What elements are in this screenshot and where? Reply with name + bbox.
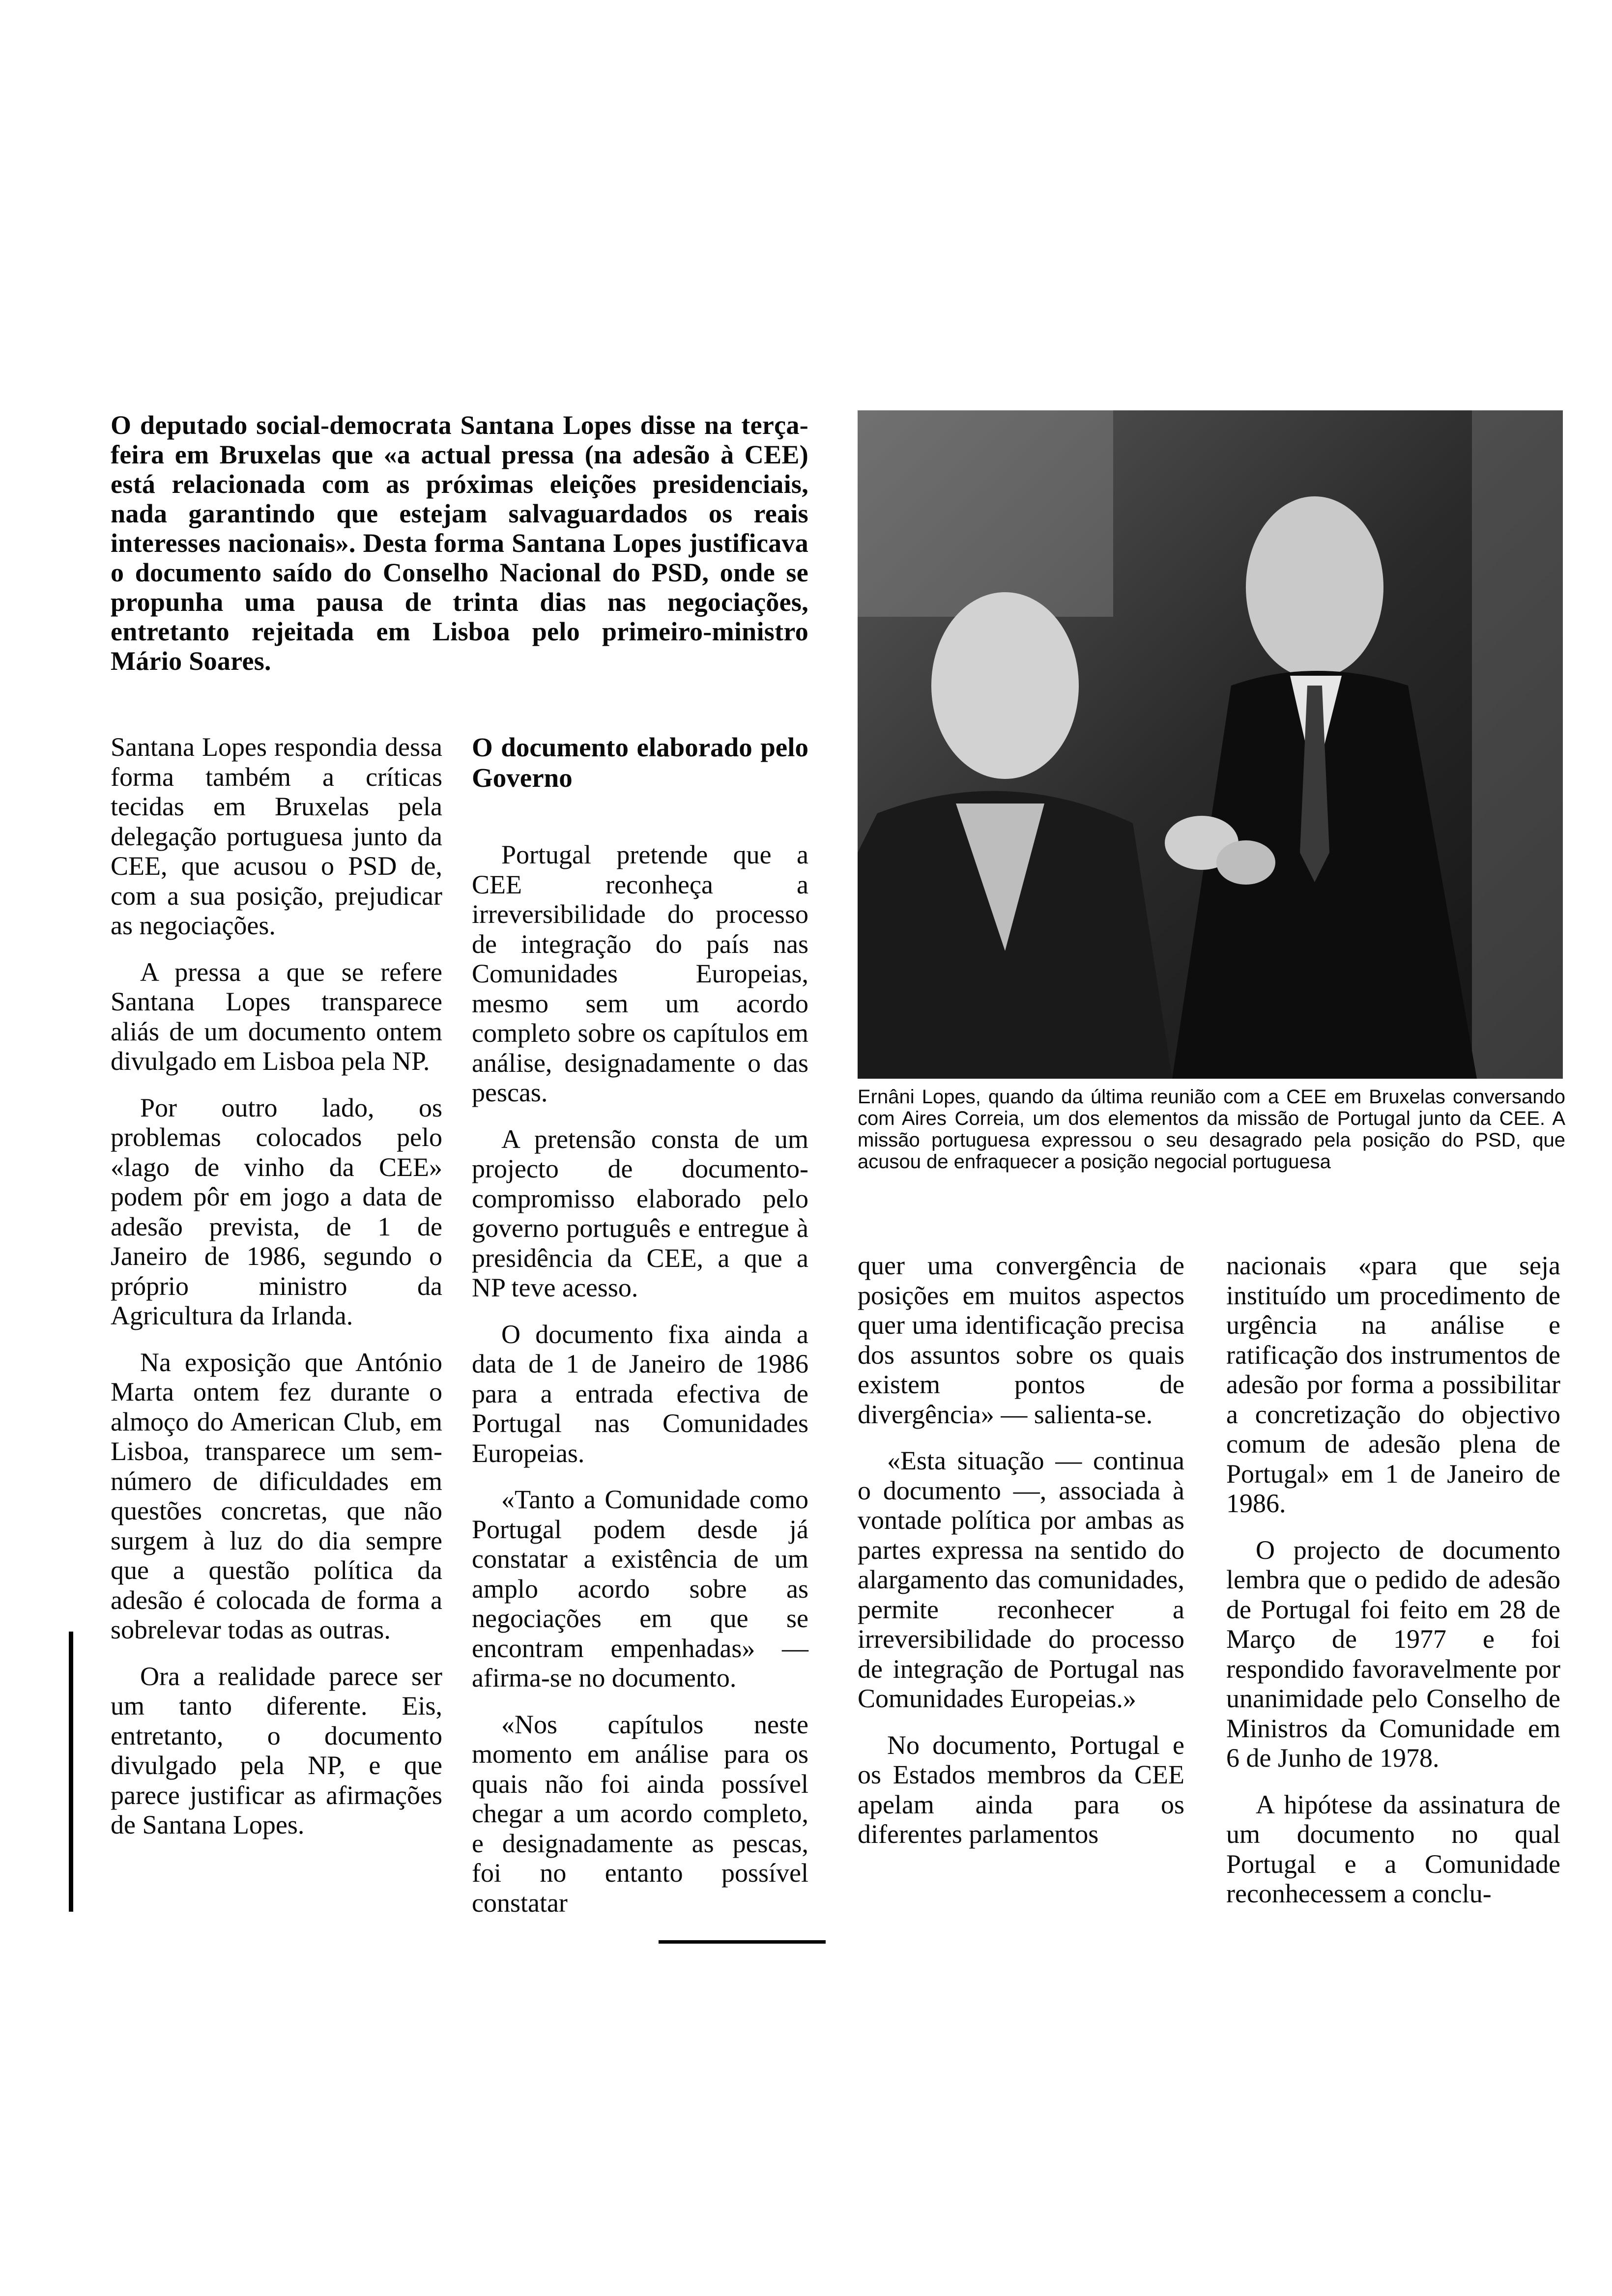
section-subheading: O documento elaborado pelo Governo	[472, 732, 808, 793]
paragraph: Na exposição que António Marta ontem fez durante o almoço do American Club, em Lisboa, transparece um sem-número de dificuldades em questões concretas, que não surgem à luz do dia sempre que a questão política da adesão é colocada de forma a sobrelevar todas as outras.	[111, 1347, 442, 1644]
article-column-3	[858, 1251, 1184, 1866]
paragraph: A hipótese da assinatura de um documento no qual Portugal e a Comunidade reconhecessem a conclu-	[1226, 1789, 1560, 1908]
article-lead: O deputado social-democrata Santana Lopes disse na terça-feira em Bruxelas que «a actual pressa (na adesão à CEE) está relacionada com as próximas eleições presidenciais, nada garantindo que estejam salvaguardados os reais interesses nacionais». Desta forma Santana Lopes justificava o documento saído do Conselho Nacional do PSD, onde se propunha uma pausa de trinta dias nas negociações, entretanto rejeitada em Lisboa pelo primeiro-ministro Mário Soares.	[111, 410, 808, 676]
paragraph: Ora a realidade parece ser um tanto diferente. Eis, entretanto, o documento divulgado pela NP, e que parece justificar as afirmações de Santana Lopes.	[111, 1661, 442, 1839]
photo-caption: Ernâni Lopes, quando da última reunião com a CEE em Bruxelas conversando com Aires Correia, um dos elementos da missão de Portugal junto da CEE. A missão portuguesa expressou o seu desagrado pela posição do PSD, que acusou de enfraquecer a posição negocial portuguesa	[858, 1086, 1565, 1173]
paragraph: Santana Lopes respondia dessa forma também a críticas tecidas em Bruxelas pela delegação portuguesa junto da CEE, que acusou o PSD de, com a sua posição, prejudicar as negociações.	[111, 732, 442, 940]
article-column-2	[472, 732, 808, 1934]
paragraph: O projecto de documento lembra que o pedido de adesão de Portugal foi feito em 28 de Março de 1977 e foi respondido favoravelmente por unanimidade pelo Conselho de Ministros da Comunidade em 6 de Junho de 1978.	[1226, 1535, 1560, 1773]
paragraph: A pretensão consta de um projecto de documento-compromisso elaborado pelo governo português e entregue à presidência da CEE, a que a NP teve acesso.	[472, 1124, 808, 1302]
paragraph: nacionais «para que seja instituído um procedimento de urgência na análise e ratificação dos instrumentos de adesão por forma a possibilitar a concretização do objectivo comum de adesão plena de Portugal» em 1 de Janeiro de 1986.	[1226, 1251, 1560, 1518]
paragraph: No documento, Portugal e os Estados membros da CEE apelam ainda para os diferentes parlamentos	[858, 1730, 1184, 1849]
column-end-rule	[659, 1940, 826, 1944]
paragraph: A pressa a que se refere Santana Lopes transparece aliás de um documento ontem divulgado em Lisboa pela NP.	[111, 957, 442, 1076]
paragraph: Portugal pretende que a CEE reconheça a irreversibilidade do processo de integração do país nas Comunidades Europeias, mesmo sem um acordo completo sobre os capítulos em análise, designadamente o das pescas.	[472, 840, 808, 1107]
margin-rule	[69, 1632, 73, 1912]
paragraph: Por outro lado, os problemas colocados pelo «lago de vinho da CEE» podem pôr em jogo a data de adesão prevista, de 1 de Janeiro de 1986, segundo o próprio ministro da Agricultura da Irlanda.	[111, 1092, 442, 1330]
photo-illustration	[858, 410, 1563, 1079]
article-column-4	[1226, 1251, 1560, 1925]
paragraph: O documento fixa ainda a data de 1 de Janeiro de 1986 para a entrada efectiva de Portugal nas Comunidades Europeias.	[472, 1319, 808, 1468]
news-photo	[858, 410, 1563, 1079]
paragraph: quer uma convergência de posições em muitos aspectos quer uma identificação precisa dos assuntos sobre os quais existem pontos de divergência» — salienta-se.	[858, 1251, 1184, 1429]
paragraph: «Esta situação — continua o documento —, associada à vontade política por ambas as partes expressa na sentido do alargamento das comunidades, permite reconhecer a irreversibilidade do processo de integração de Portugal nas Comunidades Europeias.»	[858, 1446, 1184, 1713]
paragraph: «Nos capítulos neste momento em análise para os quais não foi ainda possível chegar a um acordo completo, e designadamente as pescas, foi no entanto possível constatar	[472, 1709, 808, 1918]
article-column-1	[111, 732, 442, 1857]
paragraph: «Tanto a Comunidade como Portugal podem desde já constatar a existência de um amplo acordo sobre as negociações em que se encontram empenhadas» — afirma-se no documento.	[472, 1485, 808, 1693]
